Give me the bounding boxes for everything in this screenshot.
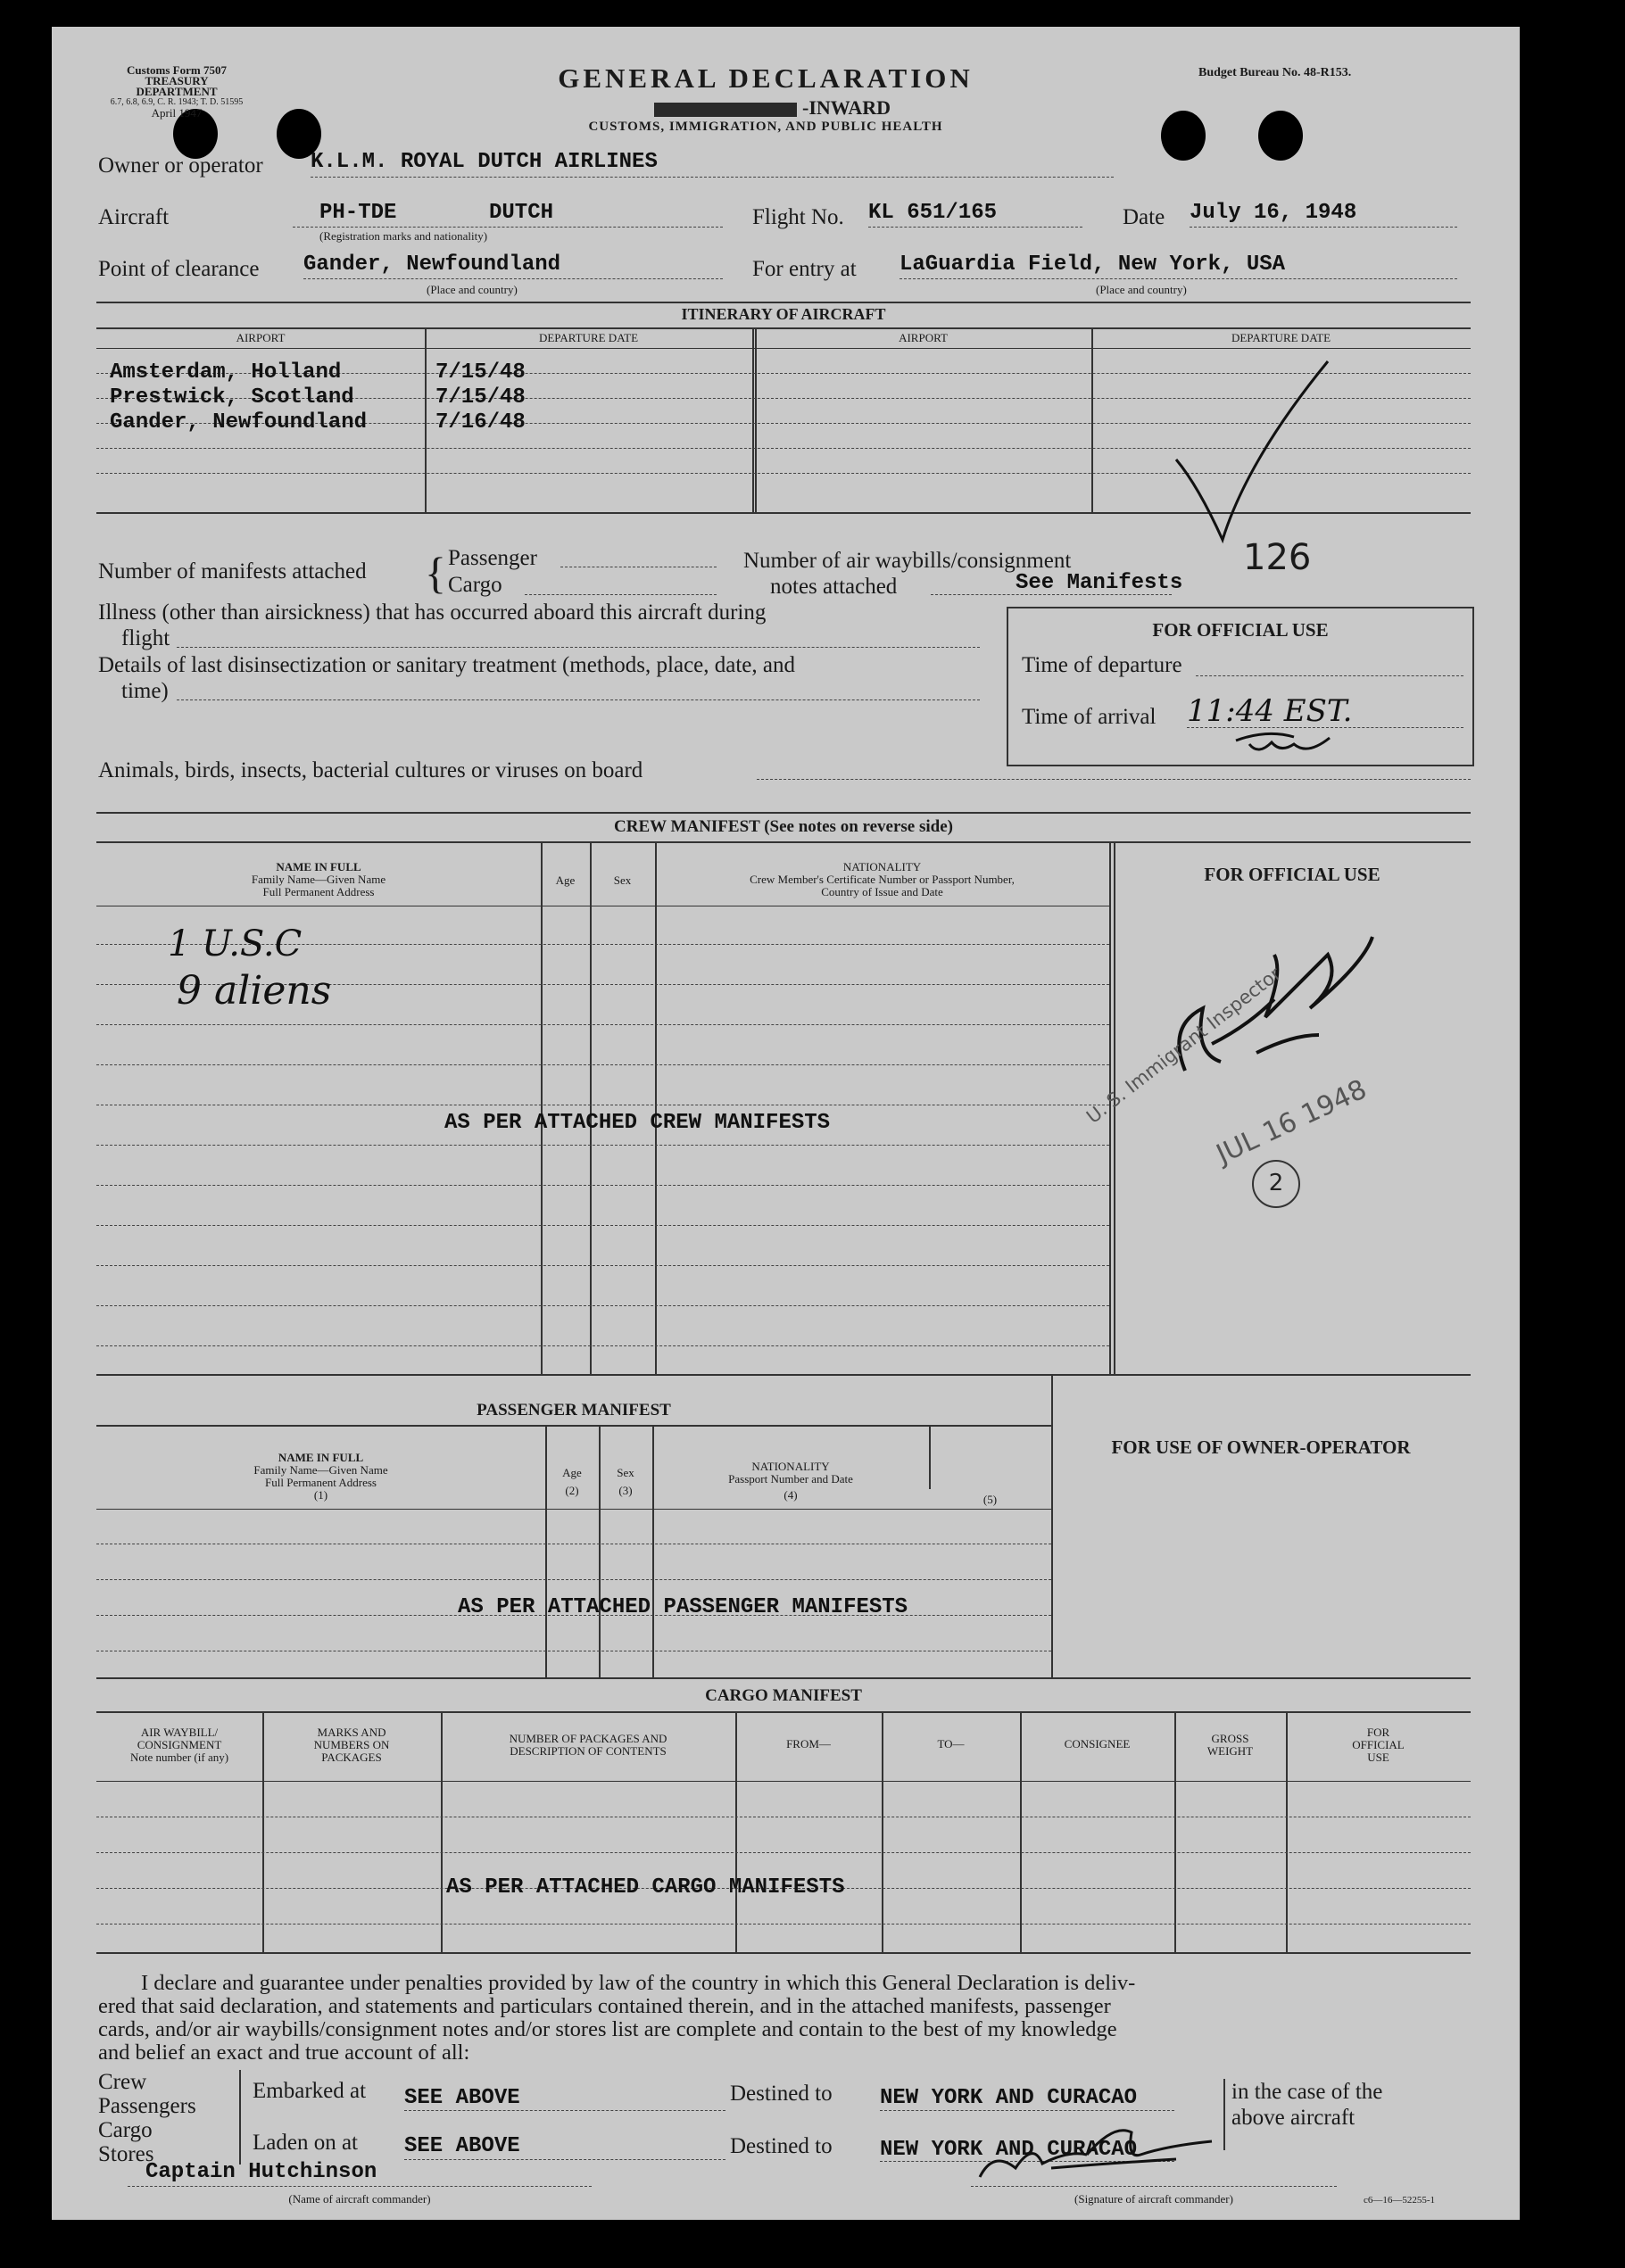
inspector-signature [1149, 919, 1417, 1124]
budget-number: Budget Bureau No. 48-R153. [1198, 66, 1352, 79]
cargo-col-marks [262, 1726, 441, 1764]
crew-handwritten-2: 9 aliens [177, 968, 332, 1014]
crew-col-nat-3: Country of Issue and Date [821, 885, 943, 898]
passenger-col-nat-2: Passport Number and Date [728, 1472, 853, 1486]
date-value: July 16, 1948 [1190, 201, 1357, 225]
passenger-col-age [545, 1467, 599, 1497]
cargo-col-packages-2: DESCRIPTION OF CONTENTS [510, 1744, 667, 1758]
cargo-col-marks-2: NUMBERS ON [313, 1738, 390, 1751]
cargo-col-waybill [96, 1726, 262, 1764]
itinerary-date: 7/15/48 [435, 360, 526, 385]
crew-col-age: Age [555, 873, 576, 887]
passenger-col-sex [599, 1467, 652, 1497]
illness-label: Illness (other than airsickness) that has occurred aboard this aircraft during [98, 600, 767, 625]
cargo-col-waybill-2: CONSIGNMENT [137, 1738, 222, 1751]
destined-value-2: NEW YORK AND CURACAO [880, 2138, 1138, 2162]
declaration-line: I declare and guarantee under penalties provided by law of the country in which this General Declaration is deliv- [141, 1971, 1136, 1995]
direction-label: -INWARD [802, 96, 891, 119]
cargo-col-from: FROM— [786, 1737, 831, 1751]
cargo-col-packages [441, 1733, 735, 1758]
cargo-col-official-1: FOR [1366, 1726, 1390, 1739]
inspector-stamp: U. S. Immigrant Inspector [1082, 963, 1286, 1128]
disinsect-label: Details of last disinsectization or sanitary treatment (methods, place, date, and [98, 653, 795, 677]
official-use-title: FOR OFFICIAL USE [1152, 619, 1329, 641]
official-use-box [1007, 607, 1474, 766]
cargo-col-weight-1: GROSS [1211, 1732, 1249, 1745]
regulation: 6.7, 6.8, 6.9, C. R. 1943; T. D. 51595 [110, 97, 244, 107]
passenger-col-name-1: NAME IN FULL [278, 1451, 364, 1464]
owner-label: Owner or operator [98, 153, 263, 178]
destined-label-1: Destined to [730, 2082, 833, 2106]
print-code: c6—16—52255-1 [1364, 2195, 1436, 2206]
form-id-block [105, 65, 248, 119]
stamp-circle: 2 [1252, 1160, 1300, 1208]
crew-official-use: FOR OFFICIAL USE [1204, 864, 1380, 885]
destined-value-1: NEW YORK AND CURACAO [880, 2086, 1138, 2110]
cargo-col-consignee: CONSIGNEE [1064, 1737, 1131, 1751]
cargo-col-marks-1: MARKS AND [317, 1726, 386, 1739]
destined-label-2: Destined to [730, 2134, 833, 2158]
crew-typed-note: AS PER ATTACHED CREW MANIFESTS [444, 1111, 831, 1135]
form-date: April 1947 [151, 106, 203, 120]
cargo-col-packages-1: NUMBER OF PACKAGES AND [509, 1732, 667, 1745]
signature-caption: (Signature of aircraft commander) [1074, 2192, 1233, 2206]
arrival-time-value: 11:44 EST. [1187, 693, 1353, 729]
cargo-col-official [1286, 1726, 1471, 1764]
illness-label-2: flight [121, 626, 170, 650]
entry-label: For entry at [752, 257, 857, 281]
entry-value: LaGuardia Field, New York, USA [900, 252, 1286, 277]
form-number: Customs Form 7507 [127, 63, 227, 77]
form-title: GENERAL DECLARATION [558, 62, 974, 94]
crew-col-sex: Sex [613, 873, 632, 887]
declaration-line: cards, and/or air waybills/consignment notes and/or stores list are complete and contain to the best of my knowledge [98, 2017, 1117, 2041]
passenger-col-name-3: Full Permanent Address [265, 1476, 377, 1489]
struck-outward [654, 103, 797, 117]
category-cargo: Cargo [98, 2118, 153, 2142]
declaration-text [98, 1972, 1472, 2065]
owner-value: K.L.M. ROYAL DUTCH AIRLINES [311, 150, 658, 174]
passenger-col-name-2: Family Name—Given Name [253, 1463, 388, 1477]
declaration-categories [98, 2070, 196, 2166]
waybills-label: Number of air waybills/consignment [743, 549, 1072, 573]
clearance-caption: (Place and country) [427, 283, 518, 296]
itinerary-airport: Prestwick, Scotland [110, 385, 354, 410]
date-label: Date [1123, 205, 1165, 229]
owner-operator-use: FOR USE OF OWNER-OPERATOR [1111, 1436, 1411, 1458]
cargo-col-official-2: OFFICIAL [1352, 1738, 1405, 1751]
passenger-col-nat-num: (4) [783, 1488, 798, 1502]
waybills-value: See Manifests [1016, 571, 1183, 595]
crew-handwritten-1: 1 U.S.C [168, 923, 303, 964]
embarked-label: Embarked at [253, 2079, 367, 2103]
punch-hole [1161, 111, 1206, 161]
itinerary-airport: Gander, Newfoundland [110, 410, 368, 435]
cargo-col-to: TO— [937, 1737, 965, 1751]
crew-col-name-3: Full Permanent Address [262, 885, 375, 898]
cargo-title: CARGO MANIFEST [705, 1686, 862, 1705]
itinerary-col-departure-2: DEPARTURE DATE [1231, 331, 1331, 344]
manifests-label: Number of manifests attached [98, 559, 367, 584]
case-note-1: in the case of the [1231, 2080, 1383, 2104]
initials-scribble [1231, 724, 1339, 760]
laden-value: SEE ABOVE [404, 2134, 520, 2158]
aircraft-nationality: DUTCH [489, 201, 554, 225]
cargo-col-waybill-3: Note number (if any) [129, 1751, 229, 1764]
case-note [1231, 2079, 1382, 2131]
departure-time-label: Time of departure [1022, 653, 1182, 677]
commander-name: Captain Hutchinson [145, 2160, 377, 2184]
cargo-col-weight-2: WEIGHT [1206, 1744, 1254, 1758]
crew-col-nat-2: Crew Member's Certificate Number or Passport Number, [750, 873, 1015, 886]
passenger-col-age-num: (2) [565, 1484, 579, 1497]
passenger-typed-note: AS PER ATTACHED PASSENGER MANIFESTS [458, 1595, 908, 1619]
aircraft-label: Aircraft [98, 205, 170, 229]
passenger-col-name [96, 1452, 545, 1502]
flight-value: KL 651/165 [868, 201, 998, 225]
flight-label: Flight No. [752, 205, 844, 229]
waybills-number: 126 [1243, 537, 1312, 578]
disinsect-label-2: time) [121, 679, 169, 703]
checkmark-icon [1167, 352, 1355, 549]
crew-col-nationality [655, 861, 1109, 898]
itinerary-airport: Amsterdam, Holland [110, 360, 342, 385]
crew-col-name-1: NAME IN FULL [276, 860, 361, 873]
laden-label: Laden on at [253, 2131, 359, 2155]
cargo-col-marks-3: PACKAGES [321, 1751, 382, 1764]
brace-icon: { [425, 548, 446, 598]
form-direction [654, 96, 913, 120]
passenger-col-sex-label: Sex [617, 1466, 634, 1479]
commander-signature [962, 2115, 1230, 2186]
crew-col-name-2: Family Name—Given Name [251, 873, 386, 886]
itinerary-col-departure-1: DEPARTURE DATE [538, 331, 639, 344]
embarked-value: SEE ABOVE [404, 2086, 520, 2110]
itinerary-date: 7/16/48 [435, 410, 526, 435]
passenger-col-nationality [652, 1461, 929, 1502]
form-subtitle: CUSTOMS, IMMIGRATION, AND PUBLIC HEALTH [588, 120, 943, 134]
passenger-title: PASSENGER MANIFEST [477, 1401, 671, 1420]
declaration-form [52, 27, 1520, 2220]
category-stores: Stores [98, 2142, 154, 2166]
case-note-2: above aircraft [1231, 2106, 1356, 2130]
passenger-col-sex-num: (3) [618, 1484, 633, 1497]
itinerary-date: 7/15/48 [435, 385, 526, 410]
arrival-time-label: Time of arrival [1022, 705, 1157, 729]
entry-caption: (Place and country) [1096, 283, 1187, 296]
declaration-line: ered that said declaration, and statements and particulars contained therein, and in the attached manifests, passenger [98, 1994, 1111, 2018]
waybills-notes-label: notes attached [770, 575, 898, 599]
cargo-col-waybill-1: AIR WAYBILL/ [140, 1726, 219, 1739]
passenger-col-name-num: (1) [313, 1488, 328, 1502]
crew-col-nat-1: NATIONALITY [842, 860, 922, 873]
cargo-col-official-3: USE [1367, 1751, 1389, 1764]
crew-col-name [96, 861, 541, 898]
cargo-label: Cargo [448, 573, 502, 597]
cargo-typed-note: AS PER ATTACHED CARGO MANIFESTS [446, 1875, 845, 1900]
passenger-col-age-label: Age [562, 1466, 582, 1479]
declaration-line: and belief an exact and true account of all: [98, 2040, 470, 2065]
crew-title: CREW MANIFEST (See notes on reverse side) [614, 817, 953, 836]
stamp-date: JUL 16 1948 [1212, 1073, 1372, 1171]
itinerary-col-airport-1: AIRPORT [236, 331, 286, 344]
commander-caption: (Name of aircraft commander) [288, 2192, 431, 2206]
aircraft-caption: (Registration marks and nationality) [319, 229, 488, 243]
animals-label: Animals, birds, insects, bacterial cultures or viruses on board [98, 758, 643, 782]
aircraft-registration: PH-TDE [319, 201, 397, 225]
itinerary-title: ITINERARY OF AIRCRAFT [681, 305, 886, 323]
passenger-col-nat-1: NATIONALITY [751, 1460, 830, 1473]
itinerary-col-airport-2: AIRPORT [899, 331, 948, 344]
passenger-col-5: (5) [982, 1493, 998, 1506]
clearance-label: Point of clearance [98, 257, 260, 281]
clearance-value: Gander, Newfoundland [303, 252, 561, 277]
passenger-label: Passenger [448, 546, 537, 570]
cargo-col-weight [1174, 1733, 1286, 1758]
category-crew: Crew [98, 2070, 147, 2094]
category-passengers: Passengers [98, 2094, 196, 2118]
department: TREASURY DEPARTMENT [136, 74, 218, 98]
punch-hole [1258, 111, 1303, 161]
